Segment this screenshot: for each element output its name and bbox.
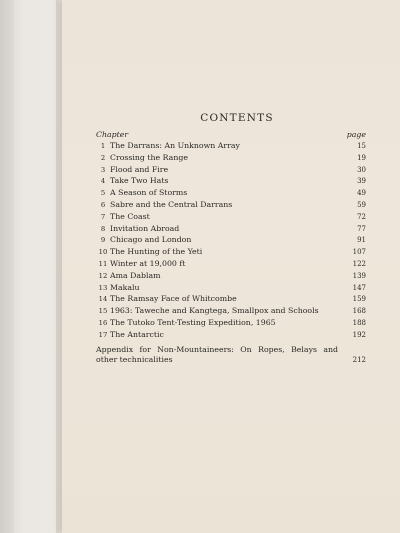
- chapter-row: [96, 187, 366, 199]
- chapter-title: Invitation Abroad: [110, 223, 180, 233]
- chapter-number: 14: [98, 295, 108, 304]
- chapter-title: The Antarctic: [110, 329, 164, 339]
- chapter-number: 8: [100, 224, 106, 233]
- chapter-title: The Ramsay Face of Whitcombe: [110, 294, 237, 304]
- chapter-number: 13: [98, 283, 108, 292]
- chapter-number: 15: [98, 307, 108, 316]
- chapter-title: A Season of Storms: [110, 188, 188, 198]
- chapter-page: 77: [357, 224, 366, 233]
- chapter-number: 17: [98, 330, 108, 339]
- appendix-page: 212: [352, 356, 366, 365]
- chapter-list: [96, 140, 366, 341]
- chapter-title: The Darrans: An Unknown Array: [110, 141, 240, 150]
- chapter-number: 2: [100, 153, 106, 162]
- chapter-number: 4: [100, 177, 106, 186]
- chapter-title: Ama Dablam: [110, 270, 161, 280]
- chapter-page: 122: [352, 259, 366, 268]
- chapter-number: 12: [98, 271, 108, 280]
- column-headings: [96, 130, 366, 139]
- contents-title: CONTENTS: [200, 112, 274, 124]
- chapter-row: [96, 223, 366, 235]
- chapter-title: The Hunting of the Yeti: [110, 247, 203, 257]
- chapter-page: 139: [352, 271, 366, 280]
- chapter-number: 16: [98, 318, 108, 327]
- chapter-page: 30: [357, 165, 366, 174]
- chapter-row: [96, 164, 366, 176]
- chapter-row: [96, 270, 366, 282]
- chapter-row: [96, 317, 366, 329]
- chapter-row: [96, 282, 366, 294]
- table-of-contents: [96, 112, 366, 366]
- chapter-number: 6: [100, 200, 106, 209]
- appendix-entry: [96, 345, 366, 366]
- chapter-row: [96, 211, 366, 223]
- chapter-title: The Coast: [110, 211, 150, 221]
- chapter-page: 49: [357, 189, 366, 198]
- chapter-number: 11: [98, 259, 108, 268]
- chapter-title: 1963: Taweche and Kangtega, Smallpox and Schools: [110, 306, 319, 316]
- book-gutter: [0, 0, 14, 533]
- chapter-title: The Tutoko Tent-Testing Expedition, 1965: [110, 317, 276, 327]
- chapter-title: Take Two Hats: [110, 176, 169, 186]
- chapter-number: 3: [100, 165, 106, 174]
- page-heading: page: [346, 130, 366, 139]
- chapter-page: 192: [352, 330, 366, 339]
- chapter-page: 91: [357, 236, 366, 245]
- chapter-page: 159: [352, 295, 366, 304]
- chapter-title: Crossing the Range: [110, 152, 188, 162]
- chapter-page: 168: [352, 307, 366, 316]
- chapter-number: 10: [98, 248, 108, 257]
- chapter-row: [96, 234, 366, 246]
- chapter-page: 188: [352, 318, 366, 327]
- chapter-title: Chicago and London: [110, 235, 192, 245]
- chapter-title: Flood and Fire: [110, 164, 169, 174]
- chapter-row: [96, 258, 366, 270]
- appendix-title: Appendix for Non-Mountaineers: On Ropes, Belays and other technicalities: [96, 344, 338, 365]
- chapter-heading: Chapter: [96, 130, 129, 139]
- chapter-row: [96, 293, 366, 305]
- chapter-title: Winter at 19,000 ft: [110, 258, 186, 268]
- chapter-number: 5: [100, 189, 106, 198]
- chapter-row: [96, 175, 366, 187]
- chapter-page: 15: [357, 142, 366, 150]
- chapter-row: [96, 199, 366, 211]
- chapter-row: [96, 140, 366, 152]
- chapter-page: 72: [357, 212, 366, 221]
- chapter-page: 107: [352, 248, 366, 257]
- chapter-number: 1: [100, 142, 106, 150]
- chapter-title: Sabre and the Central Darrans: [110, 199, 233, 209]
- chapter-row: [96, 329, 366, 341]
- chapter-page: 59: [357, 200, 366, 209]
- chapter-row: [96, 305, 366, 317]
- chapter-page: 39: [357, 177, 366, 186]
- chapter-title: Makalu: [110, 282, 140, 292]
- chapter-row: [96, 246, 366, 258]
- chapter-number: 7: [100, 212, 106, 221]
- chapter-row: [96, 152, 366, 164]
- chapter-page: 19: [357, 153, 366, 162]
- chapter-page: 147: [352, 283, 366, 292]
- chapter-number: 9: [100, 236, 106, 245]
